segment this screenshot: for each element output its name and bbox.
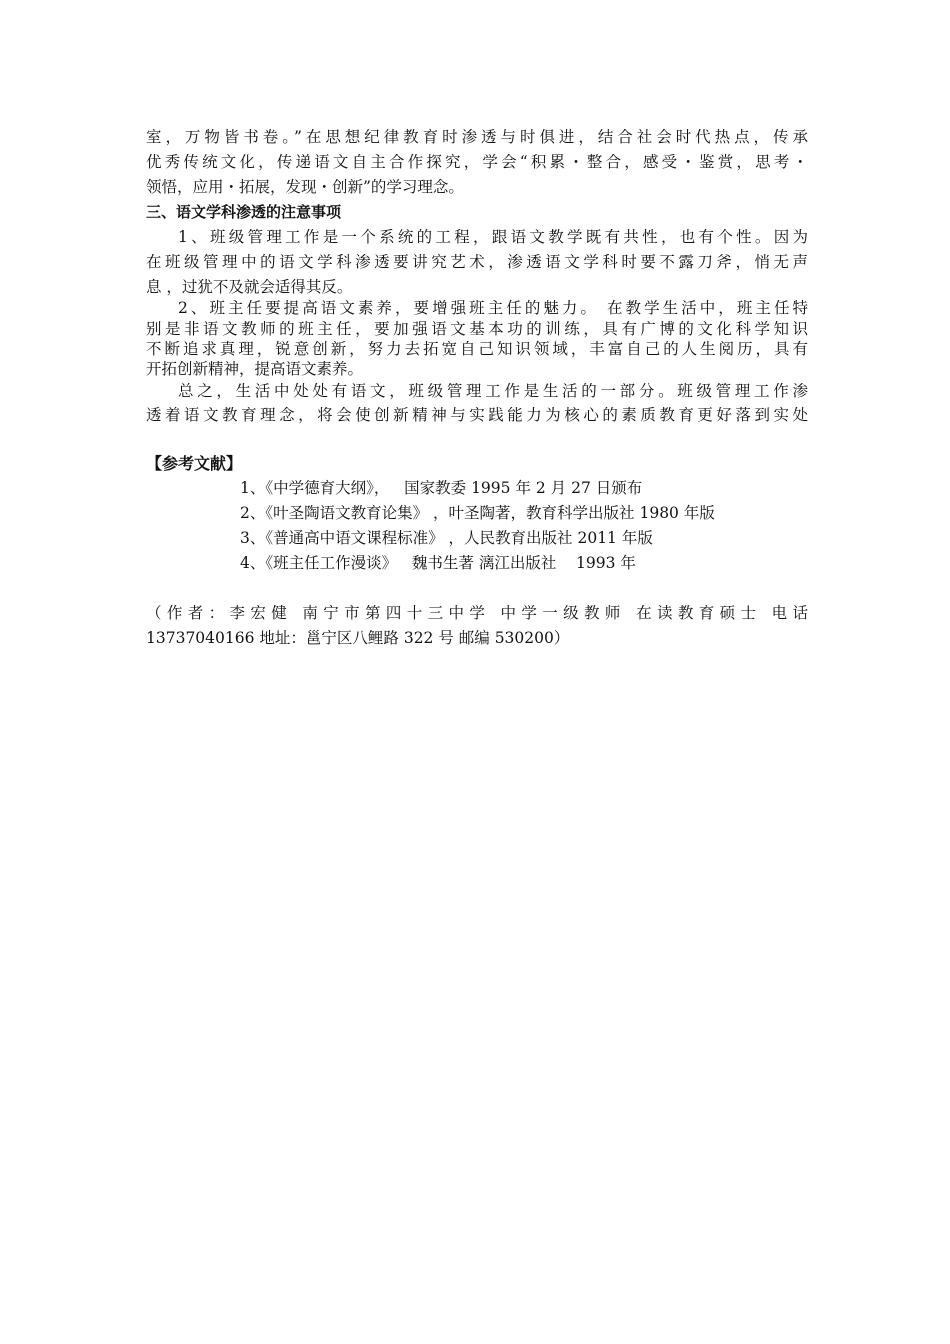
paragraph-line: 在班级管理中的语文学科渗透要讲究艺术，渗透语文学科时要不露刀斧，悄无声 xyxy=(146,253,808,271)
paragraph-line: 2、班主任要提高语文素养，要增强班主任的魅力。 在教学生活中，班主任特 xyxy=(178,299,808,317)
references-title: 【参考文献】 xyxy=(146,454,243,473)
paragraph-line: 领悟，应用・拓展，发现・创新”的学习理念。 xyxy=(146,178,464,196)
paragraph-line: 室，万物皆书卷。”在思想纪律教育时渗透与时俱进，结合社会时代热点，传承 xyxy=(146,128,808,146)
section-heading: 三、语文学科渗透的注意事项 xyxy=(146,203,342,221)
paragraph-line: 开拓创新精神，提高语文素养。 xyxy=(146,360,364,378)
paragraph-line: 1、班级管理工作是一个系统的工程，跟语文教学既有共性，也有个性。因为 xyxy=(178,228,808,246)
author-info: （作者：李宏健 南宁市第四十三中学 中学一级教师 在读教育硕士 电话 xyxy=(146,604,808,622)
reference-item: 4、《班主任工作漫谈》 魏书生著 漓江出版社 1993 年 xyxy=(240,554,636,572)
reference-item: 2、《叶圣陶语文教育论集》 ，叶圣陶著，教育科学出版社 1980 年版 xyxy=(240,504,715,522)
paragraph-line: 别是非语文教师的班主任，要加强语文基本功的训练，具有广博的文化科学知识 xyxy=(146,320,808,338)
paragraph-line: 优秀传统文化，传递语文自主合作探究，学会“积累・整合，感受・鉴赏，思考・ xyxy=(146,153,808,171)
reference-item: 1、《中学德育大纲》， 国家教委 1995 年 2 月 27 日颁布 xyxy=(240,479,643,497)
paragraph-line: 不断追求真理，锐意创新，努力去拓宽自己知识领域，丰富自己的人生阅历，具有 xyxy=(146,340,808,358)
paragraph-line: 总之，生活中处处有语文，班级管理工作是生活的一部分。班级管理工作渗 xyxy=(178,382,808,400)
paragraph-line: 息 ，过犹不及就会适得其反。 xyxy=(146,278,353,296)
author-info: 13737040166 地址：邕宁区八鲤路 322 号 邮编 530200） xyxy=(146,629,570,647)
reference-item: 3、《普通高中语文课程标准》 ，人民教育出版社 2011 年版 xyxy=(240,529,653,547)
paragraph-line: 透着语文教育理念，将会使创新精神与实践能力为核心的素质教育更好落到实处 xyxy=(146,406,808,424)
